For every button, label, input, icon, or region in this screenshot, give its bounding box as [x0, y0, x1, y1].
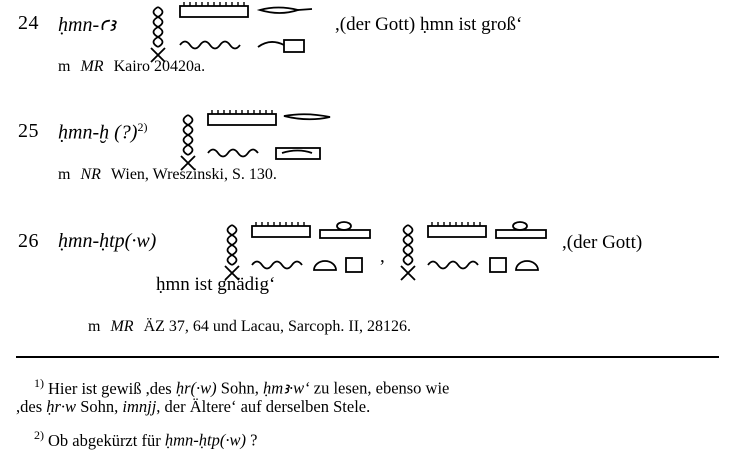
footnote-2-text-b: ?	[245, 430, 258, 450]
entry-transliteration: ḥmn-ḫ (?)$^{2)}$	[58, 120, 148, 144]
hieroglyph-group-24	[148, 2, 318, 64]
footnote-1-italic-a: ḥr(·w)	[175, 378, 217, 398]
source-prefix: m	[58, 166, 71, 183]
entry-number: 25	[18, 120, 39, 142]
entry-number: 26	[18, 230, 39, 252]
source-rest: ÄZ 37, 64 und Lacau, Sarcoph. II, 28126.	[143, 318, 412, 335]
hieroglyph-group-26b	[398, 220, 558, 286]
source-rest: Kairo 20420a.	[113, 58, 206, 75]
footnote-1-text-c: zu lesen, ebenso wie	[309, 378, 450, 398]
footnote-2-text-a: Ob abgekürzt für	[48, 430, 165, 450]
entry-transliteration: ḥmn-ꜥꜣ	[58, 14, 116, 36]
entry-source	[58, 166, 277, 184]
source-prefix: m	[58, 58, 71, 75]
footnote-1-text-b: Sohn,	[216, 378, 263, 398]
entry-source	[58, 58, 205, 76]
footnote-1-line2-italic-a: ḥr·w	[46, 397, 77, 416]
source-abbrev: MR	[110, 318, 134, 335]
footnote-1-continued	[16, 395, 370, 418]
source-abbrev: MR	[80, 58, 104, 75]
hieroglyph-group-25	[178, 110, 338, 172]
footnote-1-text-a: Hier ist gewiß ,des	[48, 378, 176, 398]
source-rest: Wien, Wreszinski, S. 130.	[110, 166, 277, 183]
footnote-2-italic-a: ḥmn-ḥtp(·w)	[164, 430, 246, 450]
entry-transliteration: ḥmn-ḥtp(·w)	[58, 230, 157, 252]
footnote-1-line2-c: , der Ältere‘ auf derselben Stele.	[156, 397, 371, 416]
entry-gloss-line2: ḥmn ist gnädig‘	[156, 274, 276, 295]
footnote-1-line2-b: Sohn,	[76, 397, 123, 416]
entry-number: 24	[18, 12, 39, 34]
footnote-2	[34, 424, 257, 452]
source-prefix: m	[88, 318, 101, 335]
footnote-1-line2-a: ,des	[16, 397, 47, 416]
footnote-2-marker: 2)	[34, 428, 44, 442]
entry-gloss-line1: ,(der Gott)	[562, 232, 643, 253]
footnote-1-line2-italic-b: imnjj	[122, 397, 157, 416]
source-abbrev: NR	[80, 166, 101, 183]
footnote-1-marker: 1)	[34, 376, 44, 390]
entry-footnote-ref: 2)	[137, 120, 148, 134]
footnote-separator-rule	[16, 356, 719, 358]
entry-source	[88, 318, 411, 336]
entry-gloss: ,(der Gott) ḥmn ist groß‘	[335, 14, 523, 35]
footnote-1-italic-b: ḥmꜣ·w‘	[262, 378, 310, 398]
entry-variant-separator: ,	[380, 246, 385, 267]
